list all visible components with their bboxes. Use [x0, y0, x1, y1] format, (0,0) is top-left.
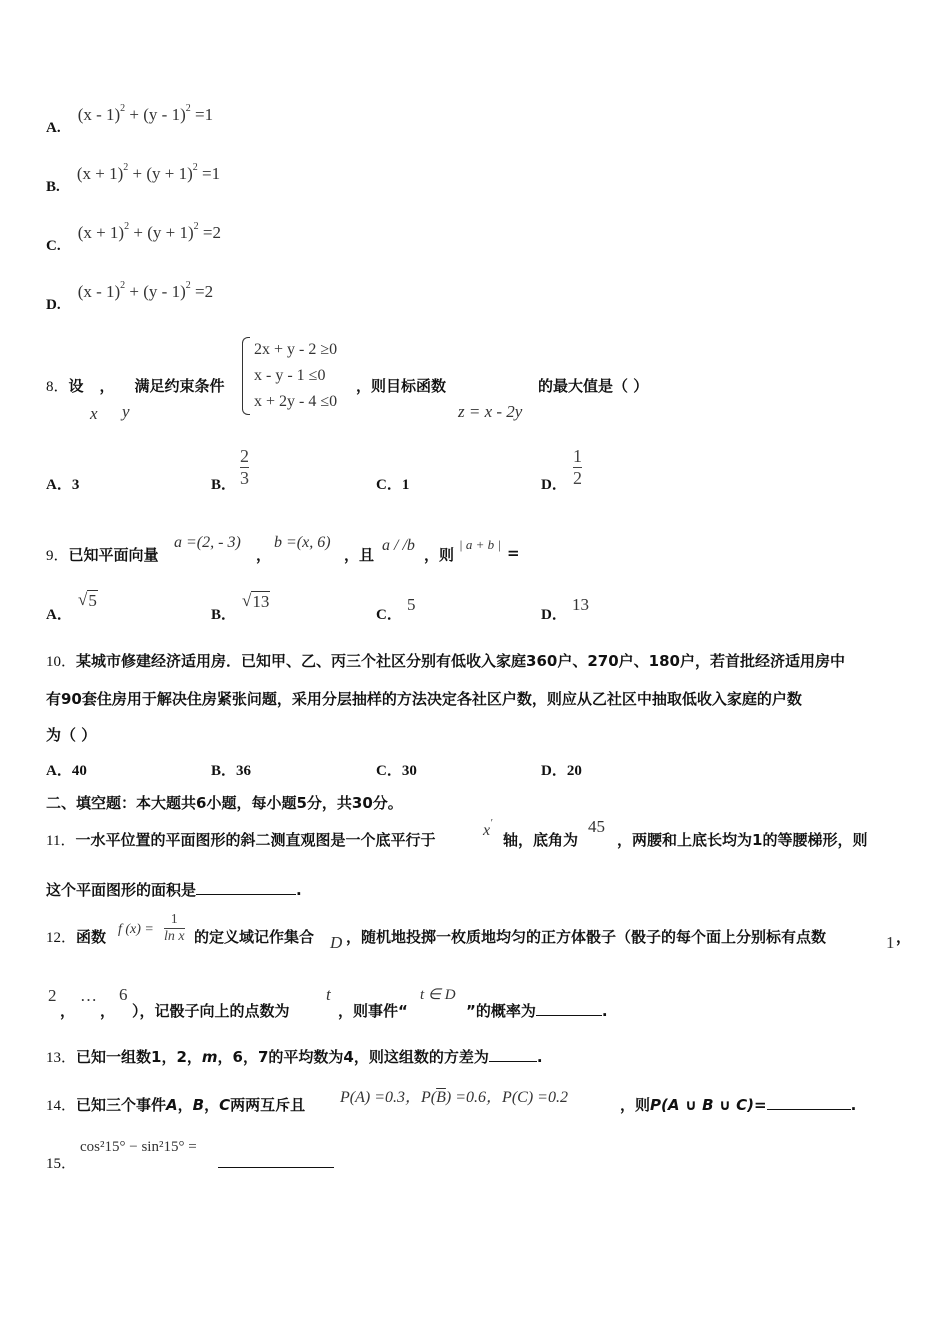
stem-text: 满足约束条件	[134, 377, 225, 395]
stem-text: 的定义域记作集合	[194, 928, 315, 946]
stem-text: 设	[68, 377, 84, 395]
option-label: C．	[376, 477, 402, 493]
q10-option-b	[211, 759, 251, 780]
stem-text: ，两腰和上底长均为1的等腰梯形，则	[617, 831, 868, 849]
brace	[242, 337, 250, 415]
q9-option-d	[541, 603, 567, 624]
radicand: 13	[252, 592, 270, 611]
expr-part: + (y + 1)	[128, 164, 193, 183]
option-value: 36	[236, 763, 252, 779]
question-number: 11．	[46, 833, 76, 849]
expr-part: (x - 1)	[77, 282, 121, 301]
prime: ′	[490, 818, 493, 829]
prob-b-prefix: P(	[421, 1089, 437, 1106]
constraint: x - y - 1 ≤0	[254, 367, 326, 384]
stem-text: 一水平位置的平面图形的斜二测直观图是一个底平行于	[75, 831, 436, 849]
stem-text: ，	[256, 546, 272, 564]
trig-expression: cos²15° − sin²15° =	[80, 1139, 197, 1155]
variable-m: m	[201, 1048, 218, 1066]
option-expression	[78, 282, 213, 301]
answer-blank[interactable]	[536, 1015, 602, 1016]
section-heading: 二、填空题：本大题共6小题，每小题5分，共30分。	[46, 794, 403, 812]
stem-text: .	[296, 881, 302, 899]
stem-text: 轴，底角为	[503, 831, 579, 849]
parallel-condition: a / /b	[382, 537, 415, 554]
exponent: 2	[192, 162, 198, 173]
option-label: D．	[541, 763, 567, 779]
expr-part: + (y - 1)	[125, 105, 186, 124]
vector-a: a =(2, - 3)	[174, 534, 241, 551]
option-label: C．	[376, 607, 402, 623]
constraint-lines	[254, 337, 337, 415]
exponent: 2	[123, 162, 129, 173]
stem-text: ，且	[344, 546, 375, 564]
option-value: 3	[71, 477, 80, 493]
function-name: f (x) =	[118, 922, 154, 937]
q12-end	[466, 1000, 608, 1021]
stem-text: ，则	[620, 1096, 651, 1114]
question-number: 15．	[46, 1156, 77, 1172]
stem-text: ，	[60, 1002, 76, 1020]
dice-value: 6	[119, 985, 128, 1004]
question-number: 12．	[46, 930, 77, 946]
set-name: D	[330, 933, 343, 952]
option-label: A.	[46, 120, 61, 136]
union-probability: P(A ∪ B ∪ C)=	[650, 1096, 767, 1114]
probabilities	[340, 1084, 568, 1107]
q8-option-c	[376, 473, 409, 494]
dice-value: 1	[886, 933, 895, 952]
q11-line2	[46, 879, 302, 900]
event-c: C	[219, 1096, 231, 1114]
exponent: 2	[120, 103, 126, 114]
expr-part: =2	[190, 282, 214, 301]
exponent: 2	[120, 280, 126, 291]
option-label: D．	[541, 607, 567, 623]
q8-stem	[46, 375, 225, 396]
variable-t: t	[326, 985, 331, 1004]
stem-text: .	[601, 1002, 608, 1020]
denominator: 2	[573, 467, 582, 488]
exponent: 2	[124, 221, 130, 232]
dice-value: 2	[48, 986, 57, 1005]
event-b: B	[192, 1096, 205, 1114]
option-expression	[78, 223, 221, 242]
q7-option-d	[46, 280, 214, 313]
q14-stem	[46, 1094, 305, 1115]
constraint-system	[242, 337, 337, 415]
constraint: 2x + y - 2 ≥0	[254, 341, 338, 358]
stem-text: 已知平面向量	[68, 546, 159, 564]
option-value: 5	[407, 595, 416, 614]
magnitude-expression: | a + b |	[459, 537, 501, 552]
stem-text: ，则目标函数	[356, 377, 447, 395]
answer-blank[interactable]	[767, 1109, 851, 1110]
stem-text: ，	[177, 1096, 193, 1114]
prob-a: P(A) =0.3，	[340, 1089, 422, 1106]
event-expression: t ∈ D	[420, 987, 456, 1003]
option-value: 30	[401, 763, 417, 779]
stem-text: =	[507, 544, 520, 562]
option-label: B．	[211, 607, 237, 623]
q9-option-c	[376, 603, 402, 624]
option-label: D.	[46, 297, 61, 313]
denominator: 3	[240, 467, 249, 488]
expr-part: (x + 1)	[77, 223, 125, 242]
stem-text: ”的概率为	[466, 1002, 536, 1020]
answer-blank[interactable]	[196, 894, 296, 895]
exponent: 2	[185, 280, 191, 291]
expr-part: + (y - 1)	[125, 282, 186, 301]
question-number: 8．	[46, 379, 69, 395]
objective-function: z = x - 2y	[458, 402, 523, 421]
answer-blank[interactable]	[218, 1152, 334, 1168]
stem-text: 已知一组数1，2，	[76, 1048, 202, 1066]
option-expression	[77, 164, 220, 183]
prob-b-suffix: ) =0.6，	[445, 1089, 503, 1106]
stem-text: 某城市修建经济适用房．已知甲、乙、丙三个社区分别有低收入家庭360户、270户、180户，若首批经济适用房中	[76, 652, 845, 670]
expr-part: =1	[190, 105, 214, 124]
q12-stem	[46, 926, 106, 947]
question-number: 14．	[46, 1098, 77, 1114]
q13-stem	[46, 1046, 543, 1067]
option-value: 20	[566, 763, 582, 779]
vector-b: b =(x, 6)	[274, 534, 331, 551]
option-label: D．	[541, 477, 567, 493]
option-label: C.	[46, 238, 61, 254]
sqrt: √ 13	[242, 591, 270, 611]
radicand: 5	[88, 591, 97, 610]
event-a: A	[166, 1096, 178, 1114]
stem-text: ，	[896, 928, 912, 946]
numerator: 1	[573, 446, 582, 466]
expr-part: =2	[198, 223, 221, 242]
option-label: C．	[376, 763, 402, 779]
stem-text: ，	[100, 1002, 116, 1020]
q8-option-d	[541, 473, 567, 494]
question-number: 10．	[46, 654, 77, 670]
q7-option-c	[46, 221, 221, 254]
stem-text: ），记骰子向上的点数为	[132, 1002, 290, 1020]
stem-text: 的最大值是（ ）	[538, 377, 649, 395]
q11-stem	[46, 829, 435, 850]
stem-text: .	[850, 1096, 857, 1114]
numerator: 2	[240, 446, 249, 466]
stem-text: 两两互斥且	[230, 1096, 306, 1114]
expr-part: + (y + 1)	[129, 223, 194, 242]
q14-end	[620, 1094, 856, 1115]
option-expression	[78, 105, 213, 124]
stem-text: ，则事件“	[338, 1002, 408, 1020]
sqrt: √ 5	[78, 590, 97, 610]
q9-option-a	[46, 603, 72, 624]
stem-text: ，	[204, 1096, 220, 1114]
option-value: 40	[71, 763, 87, 779]
option-label: B．	[211, 763, 237, 779]
option-label: B.	[46, 179, 60, 195]
fraction	[573, 446, 582, 488]
q10-line3: 为（ ）	[46, 726, 97, 744]
q7-option-a	[46, 103, 214, 136]
q9-stem	[46, 544, 159, 565]
q8-option-b	[211, 473, 236, 494]
option-label: A．	[46, 763, 72, 779]
expr-part: =1	[197, 164, 221, 183]
expr-part: (x + 1)	[76, 164, 124, 183]
option-label: A．	[46, 607, 72, 623]
stem-text: ，6，7的平均数为4，则这组数的方差为	[217, 1048, 489, 1066]
angle-value: 45	[588, 817, 605, 836]
q9-option-b	[211, 603, 236, 624]
q10-line2: 有90套住房用于解决住房紧张问题，采用分层抽样的方法决定各社区户数，则应从乙社区中抽取低收入家庭的户数	[46, 690, 802, 708]
stem-text: .	[536, 1048, 543, 1066]
answer-blank[interactable]	[489, 1061, 537, 1062]
exponent: 2	[185, 103, 191, 114]
numerator: 1	[170, 912, 178, 927]
constraint: x + 2y - 4 ≤0	[254, 393, 338, 410]
exponent: 2	[193, 221, 199, 232]
prob-c: P(C) =0.2	[502, 1089, 568, 1106]
option-value: 1	[401, 477, 410, 493]
var-y: y	[122, 402, 130, 421]
axis-label	[483, 818, 492, 840]
q7-option-b	[46, 162, 221, 195]
q10-line1	[46, 650, 845, 671]
fraction	[240, 446, 249, 488]
fraction	[164, 912, 185, 945]
stem-text: ，	[99, 377, 115, 395]
q10-option-c	[376, 759, 417, 780]
expr-part: (x - 1)	[77, 105, 121, 124]
var-x: x	[90, 404, 98, 423]
q15-stem	[46, 1152, 76, 1173]
q10-option-d	[541, 759, 582, 780]
stem-text: 函数	[76, 928, 107, 946]
option-label: B．	[211, 477, 237, 493]
stem-text: 已知三个事件	[76, 1096, 167, 1114]
q8-option-a	[46, 473, 79, 494]
stem-text: ，随机地投掷一枚质地均匀的正方体骰子（骰子的每个面上分别标有点数	[346, 928, 827, 946]
question-number: 13．	[46, 1050, 77, 1066]
option-value: 13	[572, 595, 589, 614]
q10-option-a	[46, 759, 87, 780]
question-number: 9．	[46, 548, 69, 564]
denominator: ln x	[164, 929, 185, 945]
ellipsis: …	[80, 986, 97, 1005]
complement-b: $\overline{B}$	[436, 1089, 446, 1106]
axis-var: x	[483, 822, 491, 839]
stem-text: ，则	[424, 546, 455, 564]
stem-text: 这个平面图形的面积是	[46, 881, 197, 899]
option-label: A．	[46, 477, 72, 493]
